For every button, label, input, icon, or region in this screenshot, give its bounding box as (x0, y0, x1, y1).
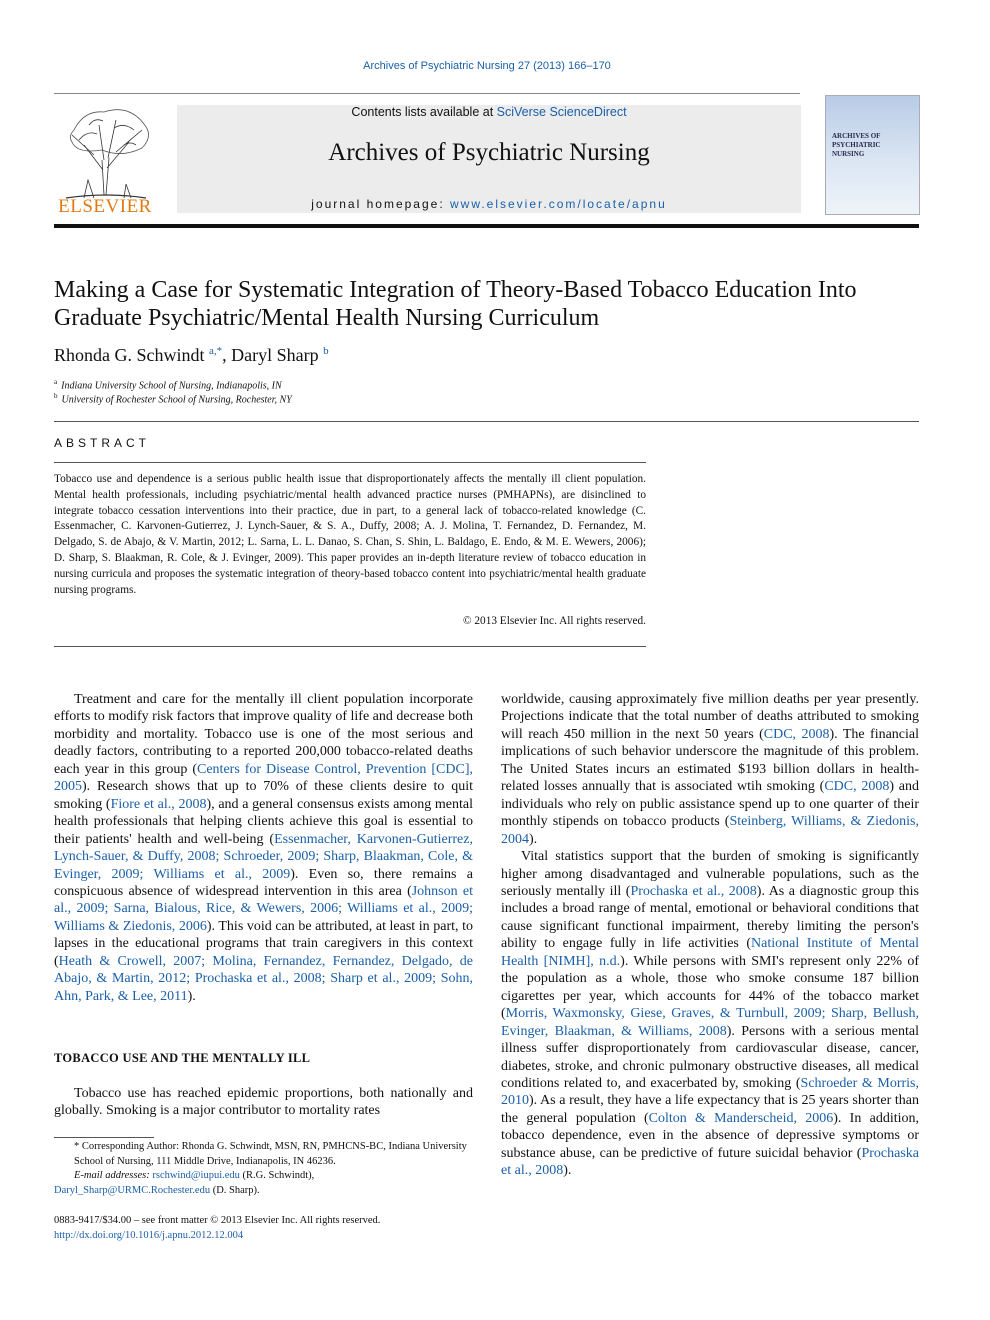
body-text: worldwide, causing approximately five million deaths per year presently. Projections indicate that the total number of deaths attributed to smoking will reach 450 million in the next 50 years ( (501, 692, 919, 742)
affiliation-b (54, 392, 292, 405)
doi-link[interactable]: http://dx.doi.org/10.1016/j.apnu.2012.12.004 (54, 1229, 244, 1241)
citation-link[interactable]: Schroeder & Morris, 2010 (501, 1075, 919, 1109)
issn-line: 0883-9417/$34.00 – see front matter © 2013 Elsevier Inc. All rights reserved. (54, 1215, 381, 1226)
section-heading: TOBACCO USE AND THE MENTALLY ILL (54, 1051, 311, 1065)
body-text: ). As a diagnostic group this includes a broad range of mental, emotional or behavioral conditions that cause significant functional impairment, thereby limiting the person's ability to engage fully in life activities ( (501, 883, 919, 952)
affiliation-a-mark: a (54, 378, 58, 386)
abstract-heading: ABSTRACT (54, 436, 151, 450)
abstract-text: Tobacco use and dependence is a serious public health issue that disproportionately affects the mentally ill client population. Mental health professionals, including psychiatric/mental health advanced practice nurses (PMHAPNs), are disinclined to integrate tobacco cessation interventions into their practice, due in part, to a general lack of tobacco-related knowledge (C. Essenmacher, C. Karvonen-Gutierrez, J. Lynch-Sauer, & S. A., Duffy, 2008; A. J. Molina, T. Fernandez, D. Fernandez, M. Delgado, S. de Abajo, & V. Martin, 2012; L. Sarna, L. L. Danao, S. Chan, S. Shin, L. Baldago, E. Endo, & M. E. Wewers, 2006); D. Sharp, S. Blaakman, R. Cole, & J. Evinger, 2009). This paper provides an in-depth literature review of tobacco education in nursing curricula and proposes the systematic integration of theory-based tobacco content into psychiatric/mental health graduate nursing programs. (54, 473, 646, 596)
citation-link[interactable]: National Institute of Mental Health [NIMH], n.d. (501, 936, 919, 969)
citation-link[interactable]: Fiore et al., 2008 (110, 796, 207, 812)
body-text: ). In addition, tobacco dependence, even in the absence of depressive symptoms or substance abuse, can be predictive of future suicidal behavior ( (501, 1110, 919, 1161)
body-text: ). Research shows that up to 70% of these clients desire to quit smoking ( (54, 779, 473, 812)
body-paragraph (501, 848, 919, 1180)
body-text: ). (563, 1163, 572, 1179)
contents-line (177, 105, 801, 119)
body-paragraph (54, 1085, 473, 1120)
affiliation-b-mark: b (54, 392, 58, 400)
author-1: Rhonda G. Schwindt (54, 345, 209, 365)
citation-link[interactable]: Steinberg, Williams, & Ziedonis, 2004 (501, 814, 920, 847)
body-text: ). This void can be attributed, at least in part, to lapses in the educational programs that train caregivers in this context ( (54, 918, 473, 969)
email-2-owner: (D. Sharp). (210, 1184, 260, 1196)
abstract-inner-rule (54, 462, 646, 463)
body-text: ). (187, 988, 196, 1004)
header-top-rule (54, 93, 800, 94)
body-text: Treatment and care for the mentally ill client population incorporate efforts to modify risk factors that improve quality of life and decrease both morbidity and mortality. Tobacco use is one of the most serious and deadly factors, contributing to a reported 200,000 tobacco-related deaths each year in this group ( (54, 692, 473, 777)
header-bottom-rule (54, 224, 919, 228)
abstract-bottom-rule (54, 646, 646, 647)
email-link-2[interactable]: Daryl_Sharp@URMC.Rochester.edu (54, 1184, 211, 1196)
body-text: ). While persons with SMI's represent only 22% of the population as a whole, those who smoke consume 187 billion cigarettes per year, which accounts for 44% of the tobacco market ( (501, 953, 919, 1022)
body-text: ). Even so, there remains a conspicuous absence of widespread intervention in this area ( (54, 866, 473, 899)
affiliation-a (54, 378, 282, 391)
body-text: Vital statistics support that the burden of smoking is significantly higher among disadvantaged and vulnerable populations, such as the seriously mentally ill ( (501, 849, 919, 899)
author-list (54, 345, 329, 366)
body-left-column-continued (54, 1085, 473, 1120)
citation-link[interactable]: Heath & Crowell, 2007; Molina, Fernandez, Fernandez, Delgado, de Abajo, & Martin, 2012; Prochaska et al., 2008; Sharp et al., 2009; Sohn, Ahn, Park, & Lee, 2011 (54, 953, 473, 1004)
body-right-column (501, 691, 919, 1180)
footnote (54, 1140, 474, 1198)
contents-prefix: Contents lists available at (351, 105, 497, 119)
body-text: ). Persons with a serious mental illness suffer disproportionately from cardiovascular disease, cancer, diabetes, stroke, and chronic pulmonary obstructive diseases, all medical conditions related to, and exacerbated by, smoking ( (501, 1023, 919, 1091)
front-matter (54, 1214, 380, 1243)
body-text: ). The financial implications of such behavior underscore the magnitude of this problem. The United States incurs an estimated $193 billion dollars in health-related losses annually that is associated wtih smoking ( (501, 726, 920, 795)
body-text: ). As a result, they have a life expectancy that is 25 years shorter than the general population ( (501, 1093, 919, 1126)
citation-link[interactable]: Prochaska et al., 2008 (501, 1145, 919, 1179)
abstract-top-rule (54, 421, 919, 422)
body-paragraph (501, 691, 919, 848)
affiliation-b-text: University of Rochester School of Nursing, Rochester, NY (61, 394, 292, 406)
email-link-1[interactable]: rschwind@iupui.edu (152, 1170, 240, 1181)
body-text: ), and a general consensus exists among mental health professionals that helping clients achieve this goal is essential to their patients' health and well-being ( (54, 796, 473, 847)
footnote-rule (54, 1137, 154, 1138)
body-text: ) and individuals who rely on public assistance spend up to one quarter of their monthly stipends on tobacco products ( (501, 779, 919, 830)
citation-link[interactable]: CDC, 2008 (824, 779, 890, 795)
citation-link[interactable]: Centers for Disease Control, Prevention [CDC], 2005 (54, 761, 473, 795)
author-2-affiliation-mark[interactable]: b (323, 345, 329, 357)
journal-title: Archives of Psychiatric Nursing (328, 139, 650, 166)
journal-citation[interactable]: Archives of Psychiatric Nursing 27 (2013) 166–170 (363, 60, 611, 72)
citation-link[interactable]: Morris, Waxmonsky, Giese, Graves, & Turnbull, 2009; Sharp, Bellush, Evinger, Blaakman, & Williams, 2008 (501, 1006, 919, 1039)
citation-link[interactable]: Prochaska et al., 2008 (630, 883, 757, 899)
body-text: Tobacco use has reached epidemic proportions, both nationally and globally. Smoking is a major contributor to mortality rates (54, 1086, 473, 1119)
citation-link[interactable]: CDC, 2008 (763, 726, 830, 742)
body-paragraph (54, 691, 473, 1005)
article-title: Making a Case for Systematic Integration of Theory-Based Tobacco Education Into Graduate Psychiatric/Mental Health Nursing Curriculum (54, 277, 857, 331)
author-1-affiliation-mark[interactable]: a,* (209, 345, 223, 357)
homepage-line (177, 197, 801, 211)
sciencedirect-link[interactable]: SciVerse ScienceDirect (496, 105, 627, 119)
body-left-column (54, 691, 473, 1005)
citation-link[interactable]: Johnson et al., 2009; Sarna, Bialous, Rice, & Wewers, 2006; Williams et al., 2009; Williams & Ziedonis, 2006 (54, 883, 473, 934)
homepage-link[interactable]: www.elsevier.com/locate/apnu (450, 197, 667, 211)
email-1-owner: (R.G. Schwindt), (239, 1170, 315, 1181)
affiliation-a-text: Indiana University School of Nursing, Indianapolis, IN (61, 380, 282, 392)
corresponding-author-note: * Corresponding Author: Rhonda G. Schwindt, MSN, RN, PMHCNS-BC, Indiana University School of Nursing, 111 Middle Drive, Indianapolis, IN 46236. (74, 1141, 467, 1167)
email-label: E-mail addresses: (74, 1170, 153, 1181)
citation-link[interactable]: Essenmacher, Karvonen-Gutierrez, Lynch-Sauer, & Duffy, 2008; Schroeder, 2009; Sharp, Blaakman, Cole, & Evinger, 2009; Williams et al., 2009 (54, 831, 473, 882)
homepage-prefix: journal homepage: (311, 197, 450, 211)
journal-cover-title: ARCHIVES OF PSYCHIATRIC NURSING (832, 132, 881, 158)
publisher-name: ELSEVIER (58, 196, 152, 217)
body-text: ). (529, 831, 538, 847)
abstract-copyright: © 2013 Elsevier Inc. All rights reserved. (462, 615, 646, 627)
citation-link[interactable]: Colton & Manderscheid, 2006 (648, 1110, 834, 1126)
author-2: , Daryl Sharp (222, 345, 324, 365)
